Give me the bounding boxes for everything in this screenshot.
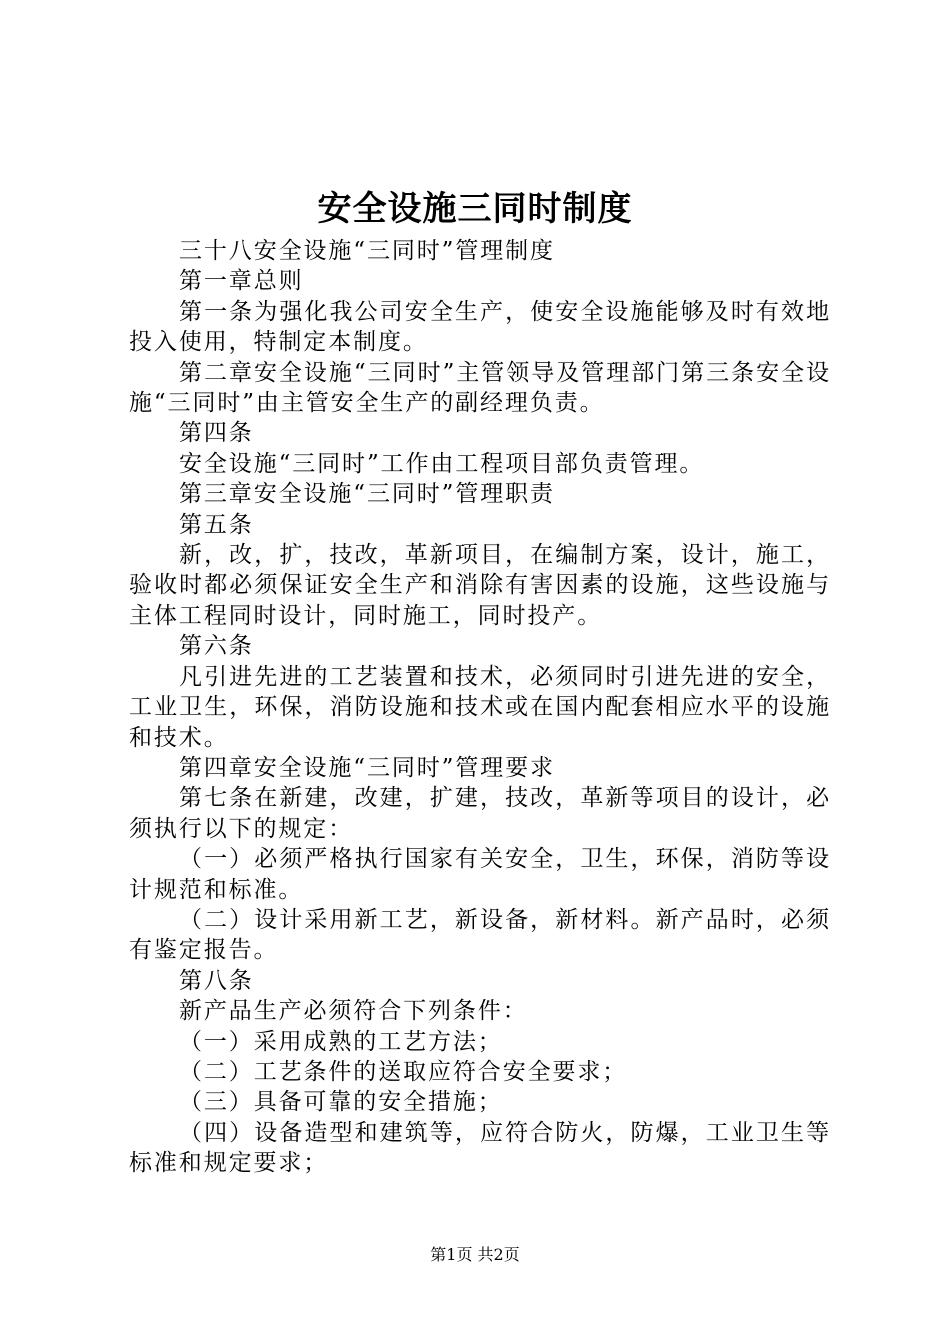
paragraph: 新产品生产必须符合下列条件： [179,998,528,1025]
paragraph: （四）设备造型和建筑等，应符合防火，防爆，工业卫生等标准和规定要求； [129,1119,831,1177]
paragraph: （一）采用成熟的工艺方法； [179,1028,503,1055]
paragraph: （二）工艺条件的送取应符合安全要求； [179,1058,628,1085]
paragraph: 三十八安全设施“三同时”管理制度 [179,238,555,264]
paragraph: 第二章安全设施“三同时”主管领导及管理部门第三条安全设施“三同时”由主管安全生产的副经理负责。 [129,359,831,417]
paragraph: 第八条 [179,967,254,994]
paragraph: 第四章安全设施“三同时”管理要求 [179,754,555,781]
paragraph: 安全设施“三同时”工作由工程项目部负责管理。 [179,450,705,477]
document-body [129,236,831,1179]
paragraph: 第一章总则 [179,268,304,295]
paragraph: （一）必须严格执行国家有关安全，卫生，环保，消防等设计规范和标准。 [129,846,831,903]
page-number-footer: 第1页 共2页 [430,1245,520,1264]
paragraph: 第七条在新建，改建，扩建，技改，革新等项目的设计，必须执行以下的规定： [129,785,831,842]
paragraph: 第四条 [179,420,254,447]
paragraph: （三）具备可靠的安全措施； [179,1089,503,1116]
paragraph: 新，改，扩，技改，革新项目，在编制方案，设计，施工，验收时都必须保证安全生产和消除有害因素的设施，这些设施与主体工程同时设计，同时施工，同时投产。 [129,542,831,629]
paragraph: 第一条为强化我公司安全生产，使安全设施能够及时有效地投入使用，特制定本制度。 [129,298,831,356]
paragraph: 第五条 [179,511,254,538]
paragraph: 凡引进先进的工艺装置和技术，必须同时引进先进的安全，工业卫生，环保，消防设施和技术或在国内配套相应水平的设施和技术。 [129,663,831,751]
paragraph: 第六条 [179,633,254,660]
document-title: 安全设施三同时制度 [317,189,633,229]
paragraph: （二）设计采用新工艺，新设备，新材料。新产品时，必须有鉴定报告。 [129,906,831,964]
paragraph: 第三章安全设施“三同时”管理职责 [179,481,555,508]
